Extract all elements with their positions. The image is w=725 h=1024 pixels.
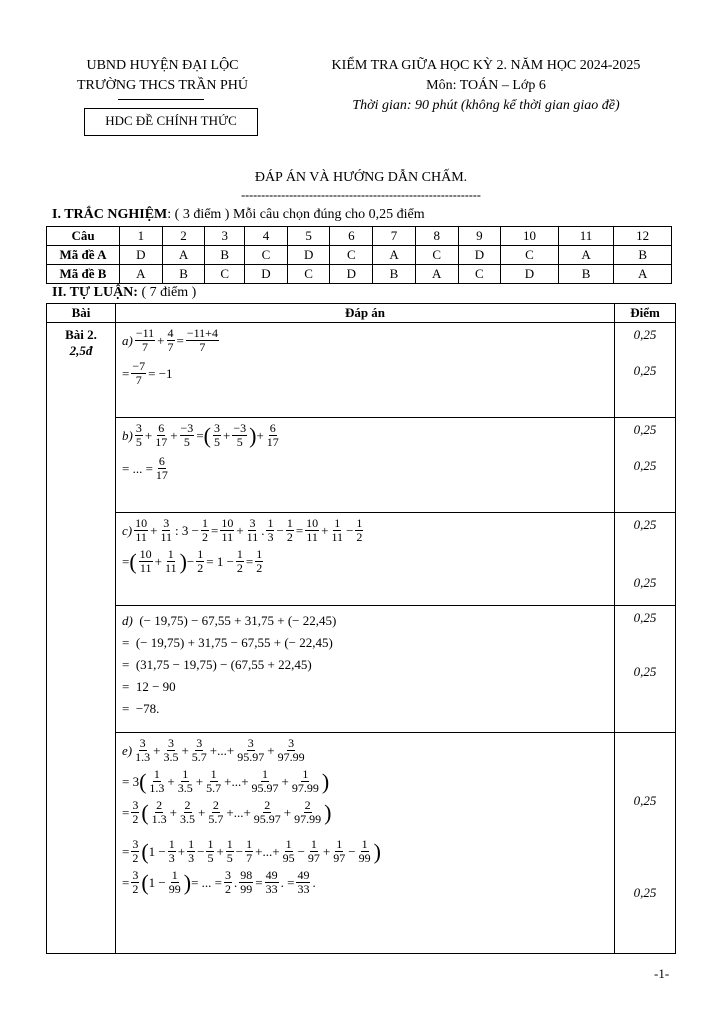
official-box xyxy=(84,108,258,136)
answer-b-cell: C xyxy=(287,265,330,284)
exercise-label xyxy=(47,323,116,954)
score-d: 0,25 0,25 xyxy=(615,606,676,733)
answer-b-cell: A xyxy=(120,265,163,284)
answer-a-cell: B xyxy=(614,246,672,265)
answer-a-cell: A xyxy=(162,246,205,265)
subject: Môn: TOÁN – Lớp 6 xyxy=(426,78,546,93)
col-header-bai: Bài xyxy=(47,304,116,323)
score-c: 0,25 0,25 xyxy=(615,513,676,606)
col-header-dapan: Đáp án xyxy=(116,304,615,323)
score-b: 0,25 0,25 xyxy=(615,418,676,513)
row-label: Mã đề B xyxy=(47,265,120,284)
exam-title: KIỂM TRA GIỮA HỌC KỲ 2. NĂM HỌC 2024-2025 xyxy=(331,58,641,73)
section-1-heading: I. TRẮC NGHIỆM: ( 3 điểm ) Mỗi câu chọn đúng cho 0,25 điểm xyxy=(52,207,425,222)
answer-b-cell: C xyxy=(205,265,245,284)
row-label: Mã đề A xyxy=(47,246,120,265)
answer-key-table xyxy=(46,226,672,284)
answer-b: b) $\frac{3}{5}$ + $\frac{6}{17}$ + $\frac{-3}{5}$ = ( $\frac{3}{5}$ + $\frac{-3}{5}$ ) + $\frac{6}{17}$ = ... = $\frac{6}{17}$ xyxy=(116,418,615,513)
answer-a-cell: C xyxy=(415,246,458,265)
question-number: 3 xyxy=(205,227,245,246)
answer-b-cell: D xyxy=(330,265,373,284)
district-name: UBND HUYỆN ĐẠI LỘC xyxy=(86,58,239,73)
question-number: 11 xyxy=(558,227,614,246)
answer-b-cell: D xyxy=(501,265,559,284)
answer-a-cell: B xyxy=(205,246,245,265)
answer-b-cell: C xyxy=(458,265,501,284)
school-name: TRƯỜNG THCS TRẦN PHÚ xyxy=(77,78,248,93)
page-number: -1- xyxy=(654,966,670,981)
duration: Thời gian: 90 phút (không kể thời gian giao đề) xyxy=(352,98,620,113)
essay-answer-table xyxy=(46,303,676,954)
answer-a-cell: C xyxy=(330,246,373,265)
exercise-number: Bài 2. xyxy=(65,327,97,342)
doc-title: ĐÁP ÁN VÀ HƯỚNG DẪN CHẤM. xyxy=(254,170,468,185)
answer-b-cell: B xyxy=(558,265,614,284)
question-number: 5 xyxy=(287,227,330,246)
question-number: 2 xyxy=(162,227,205,246)
official-box-label: HDC ĐỀ CHÍNH THỨC xyxy=(105,113,237,128)
question-number: 8 xyxy=(415,227,458,246)
question-number: 1 xyxy=(120,227,163,246)
question-number: 6 xyxy=(330,227,373,246)
answer-b-cell: A xyxy=(614,265,672,284)
answer-a-cell: C xyxy=(501,246,559,265)
question-number: 10 xyxy=(501,227,559,246)
question-number: 12 xyxy=(614,227,672,246)
dash-rule: ------------------------------------------------------------ xyxy=(241,188,481,202)
answer-b-cell: A xyxy=(415,265,458,284)
question-number: 4 xyxy=(245,227,288,246)
col-header-diem: Điểm xyxy=(615,304,676,323)
question-number: 9 xyxy=(458,227,501,246)
answer-a-cell: D xyxy=(458,246,501,265)
score-e: 0,25 0,25 xyxy=(615,733,676,954)
answer-b-cell: B xyxy=(162,265,205,284)
exercise-points: 2,5đ xyxy=(69,343,93,358)
answer-a-cell: A xyxy=(558,246,614,265)
answer-a: a) $\frac{-11}{7}$ + $\frac{4}{7}$ = $\frac{-11+4}{7}$ = $\frac{-7}{7}$ = −1 xyxy=(116,323,615,418)
question-number: 7 xyxy=(373,227,416,246)
answer-b-cell: B xyxy=(373,265,416,284)
answer-a-cell: D xyxy=(287,246,330,265)
answer-a-cell: C xyxy=(245,246,288,265)
row-label: Câu xyxy=(47,227,120,246)
answer-e: e) $\frac{3}{1.3}$ + $\frac{3}{3.5}$ + $\frac{3}{5.7}$ +...+ $\frac{3}{95.97}$ + $\frac{3}{97.99}$ = 3 ( $\frac{1}{1.3}$ + $\frac{1}{3.5}$ + $\frac{1}{5.7}$ +...+ $\frac{1}{95.97}$ + $\frac{1}{97.99}$ ) = $\frac{3}{2}$ ( $\frac{2}{1.3}$ + $\frac{2}{3.5}$ + $\frac{2}{5.7}$ +...+ $\frac{2}{95.97}$ + $\frac{2}{97.99}$ ) = $\frac{3}{2}$ ( 1 − $\frac{1}{3}$ + $\frac{1}{3}$ − $\frac{1}{5}$ + $\frac{1}{5}$ − $\frac{1}{7}$ +...+ $\frac{1}{95}$ − $\frac{1}{97}$ + $\frac{1}{97}$ − $\frac{1}{99}$ ) = $\frac{3}{2}$ ( 1 − $\frac{1}{99}$ ) = ... = $\frac{3}{2}$ . $\frac{98}{99}$ = $\frac{49}{33}$ . = $\frac{49}{33}$ . xyxy=(116,733,615,954)
section-2-heading: II. TỰ LUẬN: ( 7 điểm ) xyxy=(52,285,197,300)
answer-d: d) (− 19,75) − 67,55 + 31,75 + (− 22,45) = (− 19,75) + 31,75 − 67,55 + (− 22,45) = (31,75 − 19,75) − (67,55 + 22,45) = 12 − 90 = −78. xyxy=(116,606,615,733)
answer-a-cell: A xyxy=(373,246,416,265)
answer-c: c) $\frac{10}{11}$ + $\frac{3}{11}$ : 3 − $\frac{1}{2}$ = $\frac{10}{11}$ + $\frac{3}{11}$ . $\frac{1}{3}$ − $\frac{1}{2}$ = $\frac{10}{11}$ + $\frac{1}{11}$ − $\frac{1}{2}$ = ( $\frac{10}{11}$ + $\frac{1}{11}$ ) − $\frac{1}{2}$ = 1 − $\frac{1}{2}$ = $\frac{1}{2}$ xyxy=(116,513,615,606)
answer-a-cell: D xyxy=(120,246,163,265)
answer-b-cell: D xyxy=(245,265,288,284)
school-underline xyxy=(118,99,204,100)
score-a: 0,25 0,25 xyxy=(615,323,676,418)
